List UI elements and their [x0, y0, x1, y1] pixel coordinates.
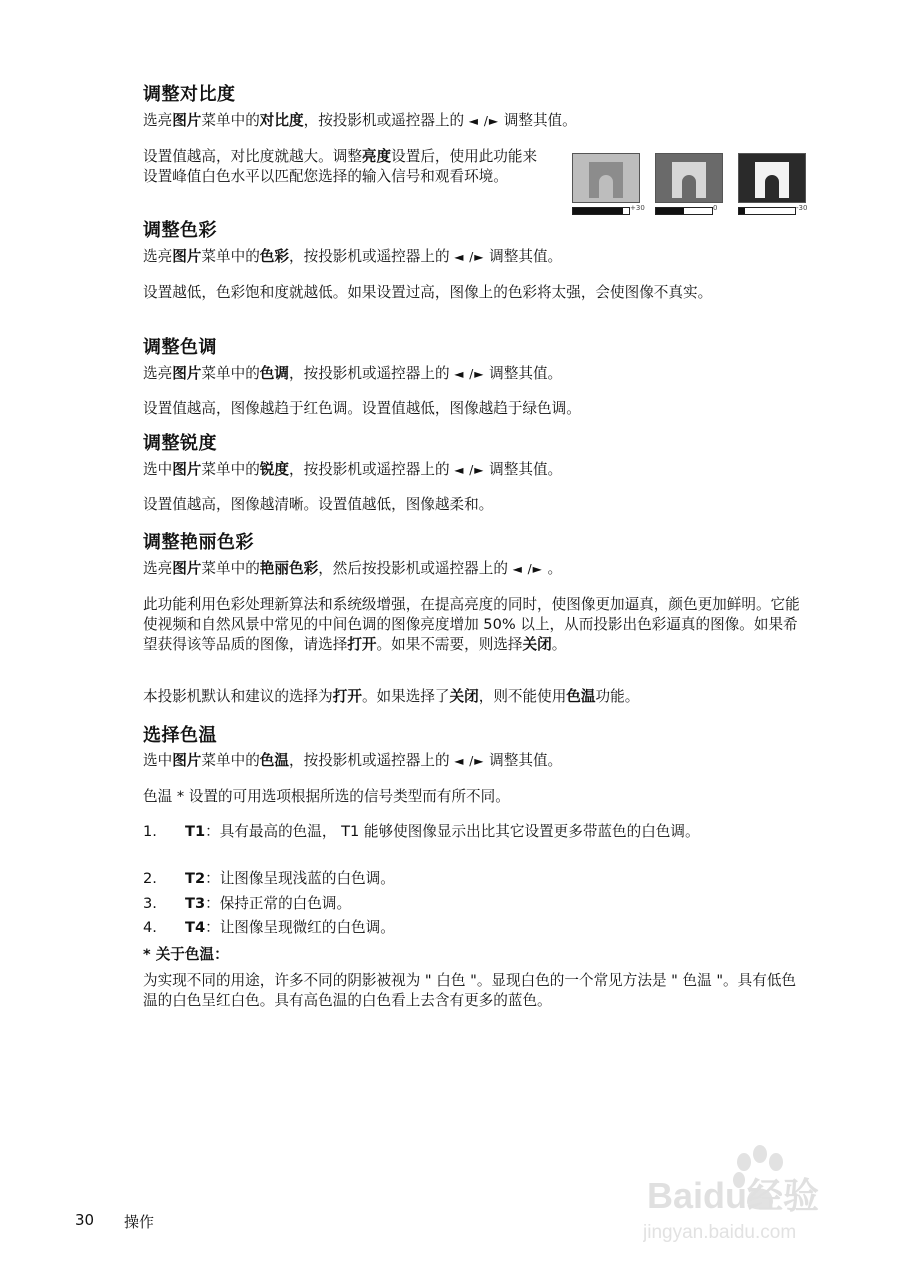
left-right-arrows-icon: ◄ /►	[454, 463, 485, 477]
brilliant-color-intro: 选亮图片菜单中的艳丽色彩，然后按投影机或遥控器上的 ◄ /► 。	[143, 560, 563, 577]
color-temp-note: 色温 * 设置的可用选项根据所选的信号类型而有所不同。	[143, 788, 510, 805]
brilliant-color-description: 此功能利用色彩处理新算法和系统级增强，在提高亮度的同时，使图像更加逼真，颜色更加鲜明。它能使视频和自然风景中常见的中间色调的图像亮度增加 50% 以上，从而投影出色彩逼真的图像。如果希望获得该等品质的图像，请选择打开。如果不需要，则选择关闭。	[143, 596, 800, 653]
contrast-value-label: 0	[713, 204, 718, 212]
contrast-value-label: -30	[796, 204, 808, 212]
contrast-description: 设置值越高，对比度就越大。调整亮度设置后，使用此功能来设置峰值白色水平以匹配您选择的输入信号和观看环境。	[143, 148, 538, 185]
about-color-temp-title: * 关于色温：	[143, 946, 229, 963]
left-right-arrows-icon: ◄ /►	[454, 250, 485, 264]
brilliant-color-default: 本投影机默认和建议的选择为打开。如果选择了关闭，则不能使用色温功能。	[143, 688, 640, 705]
contrast-example-high	[572, 153, 645, 215]
arch-image-icon	[589, 162, 623, 198]
left-right-arrows-icon: ◄ /►	[454, 367, 485, 381]
left-right-arrows-icon: ◄ /►	[454, 754, 485, 768]
baidu-watermark-logo	[643, 1140, 863, 1250]
watermark-url: jingyan.baidu.com	[643, 1222, 797, 1243]
page-number: 30	[75, 1211, 95, 1229]
sharpness-heading: 调整锐度	[143, 433, 217, 454]
about-color-temp-text: 为实现不同的用途，许多不同的阴影被视为 " 白色 "。显现白色的一个常见方法是 " 色温 "。具有低色温的白色呈红白色。具有高色温的白色看上去含有更多的蓝色。	[143, 972, 797, 1009]
tint-heading: 调整色调	[143, 337, 217, 358]
color-heading: 调整色彩	[143, 220, 217, 241]
arch-image-icon	[755, 162, 789, 198]
contrast-level-bar	[655, 207, 713, 215]
left-right-arrows-icon: ◄ /►	[468, 114, 500, 128]
contrast-example-mid	[655, 153, 723, 215]
sharpness-description: 设置值越高，图像越清晰。设置值越低，图像越柔和。	[143, 496, 494, 513]
footer-section: 操作	[124, 1213, 155, 1231]
contrast-value-label: +30	[630, 204, 645, 212]
brilliant-color-heading: 调整艳丽色彩	[143, 532, 254, 553]
tint-intro: 选亮图片菜单中的色调，按投影机或遥控器上的 ◄ /► 调整其值。	[143, 365, 563, 382]
contrast-example-low	[738, 153, 806, 215]
color-temp-intro: 选中图片菜单中的色温，按投影机或遥控器上的 ◄ /► 调整其值。	[143, 752, 563, 769]
contrast-heading: 调整对比度	[143, 84, 236, 105]
arch-image-icon	[672, 162, 706, 198]
tint-description: 设置值越高，图像越趋于红色调。设置值越低，图像越趋于绿色调。	[143, 400, 581, 417]
document-page: 调整对比度 选亮图片菜单中的对比度，按投影机或遥控器上的 ◄ /► 调整其值。 设置值越高，对比度就越大。调整亮度设置后，使用此功能来设置峰值白色水平以匹配您选择的输入信号和观看环境。 +30 0 -30 调整色彩 选亮图片菜单中的色彩，按投影机或遥控器上的 ◄ /► 调整其值。 设置越低，色彩饱和度就越低。如果设置过高，图像上的色彩将太强，会使图像不真实。 调整色调 选亮图片菜单中的色调，按投影机或遥控器上的 ◄ /► 调整其值。 设置值越高，图像越趋于红色调。设置值越低，图像越趋于绿色调。 调整锐度 选中图片菜单中的锐度，按投影机或遥控器上的 ◄ /► 调整其值。 设置值越高，图像越清晰。设置值越低，图像越柔和。 调整艳丽色彩 选亮图片菜单中的艳丽色彩，然后按投影机或遥控器上的 ◄ /► 。 此功能利用色彩处理新算法和系统级增强，在提高亮度的同时，使图像更加逼真，颜色更加鲜明。它能使视频和自然风景中常见的中间色调的图像亮度增加 50% 以上，从而投影出色彩逼真的图像。如果希望获得该等品质的图像，请选择打开。如果不需要，则选择关闭。 本投影机默认和建议的选择为打开。如果选择了关闭，则不能使用色温功能。 选择色温 选中图片菜单中的色温，按投影机或遥控器上的 ◄ /► 调整其值。 色温 * 设置的可用选项根据所选的信号类型而有所不同。 1. T1：具有最高的色温， T1 能够使图像显示出比其它设置更多带蓝色的白色调。 2. T2：让图像呈现浅蓝的白色调。 3. T3：保持正常的白色调。 4. T4：让图像呈现微红的白色调。 * 关于色温： 为实现不同的用途，许多不同的阴影被视为 " 白色 "。显现白色的一个常见方法是 " 色温 "。具有低色温的白色呈红白色。具有高色温的白色看上去含有更多的蓝色。 30 操作 Baidu经验 jingyan.baidu.com	[0, 0, 903, 1280]
watermark-logo-text: Baidu经验	[647, 1175, 820, 1216]
left-right-arrows-icon: ◄ /►	[512, 562, 543, 576]
contrast-level-bar	[572, 207, 630, 215]
color-temp-heading: 选择色温	[143, 725, 217, 746]
contrast-level-bar	[738, 207, 796, 215]
color-intro: 选亮图片菜单中的色彩，按投影机或遥控器上的 ◄ /► 调整其值。	[143, 248, 563, 265]
sharpness-intro: 选中图片菜单中的锐度，按投影机或遥控器上的 ◄ /► 调整其值。	[143, 461, 563, 478]
color-description: 设置越低，色彩饱和度就越低。如果设置过高，图像上的色彩将太强，会使图像不真实。	[143, 284, 713, 301]
contrast-intro: 选亮图片菜单中的对比度，按投影机或遥控器上的 ◄ /► 调整其值。	[143, 112, 577, 129]
